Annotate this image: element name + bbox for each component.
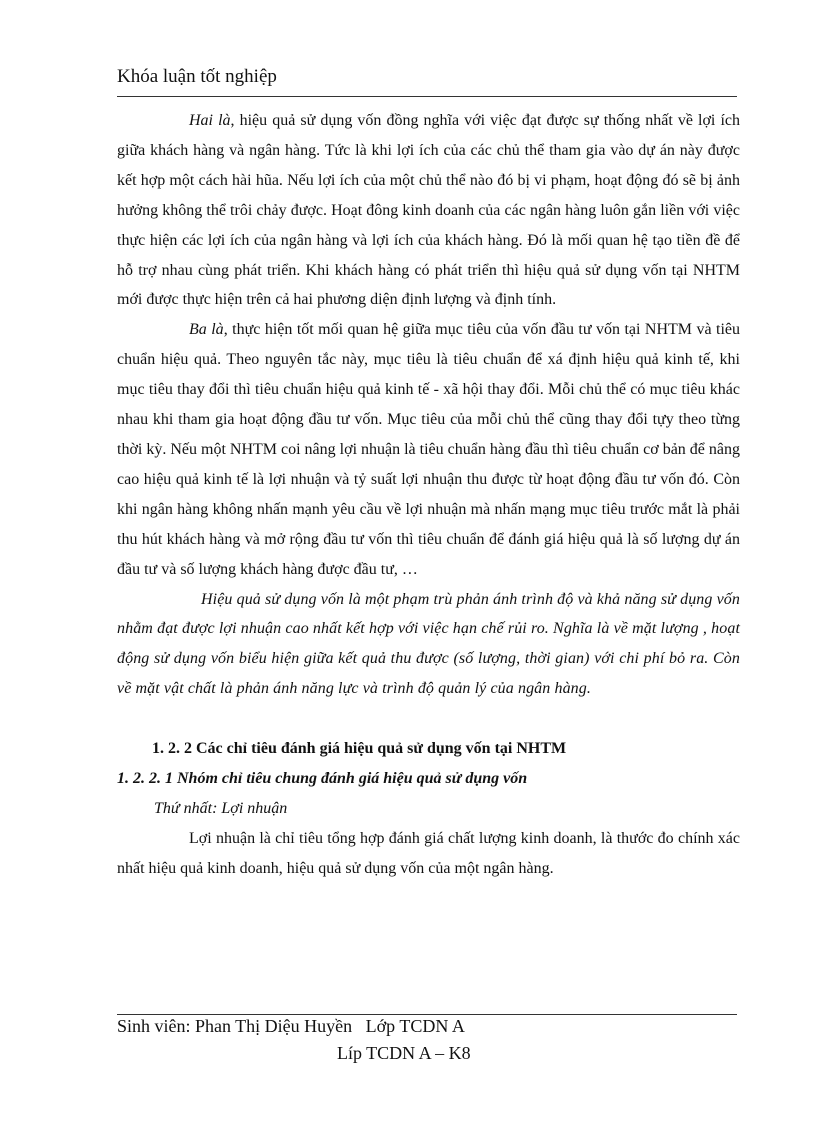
paragraph-loi-nhuan: Lợi nhuận là chỉ tiêu tổng hợp đánh giá chất lượng kinh doanh, là thước đo chính xác nhất hiệu quả kinh doanh, hiệu quả sử dụng vốn của một ngân hàng.: [117, 829, 740, 877]
header-divider: [117, 96, 737, 97]
paragraph-hai-la: [117, 106, 740, 315]
subsection-heading: 1. 2. 2. 1 Nhóm chỉ tiêu chung đánh giá hiệu quả sử dụng vốn: [117, 770, 528, 788]
paragraph-definition: Hiệu quả sử dụng vốn là một phạm trù phản ánh trình độ và khả năng sử dụng vốn nhằm đạt được lợi nhuận cao nhất kết hợp với việc hạn chế rủi ro. Nghĩa là về mặt lượng , hoạt động sử dụng vốn biểu hiện giữa kết quả thu được (số lượng, thời gian) với chi phí bỏ ra. Còn về mặt vật chất là phản ánh năng lực và trình độ quản lý của ngân hàng.: [117, 590, 741, 698]
footer-class-info: Líp TCDN A – K8: [337, 1043, 471, 1063]
footer-student-info: Sinh viên: Phan Thị Diệu Huyền Lớp TCDN A: [117, 1016, 465, 1036]
paragraph-ba-la: [117, 315, 740, 584]
page-header-title: Khóa luận tốt nghiệp: [117, 66, 277, 87]
paragraph-lead: Hai là: [189, 112, 231, 129]
paragraph-text: , thực hiện tốt mối quan hệ giữa mục tiêu của vốn đầu tư vốn tại NHTM và tiêu chuẩn hiệu quả. Theo nguyên tắc này, mục tiêu là tiêu chuẩn để xá định hiệu quả kinh tế, khi mục tiêu thay đổi thì tiêu chuẩn hiệu quả kinh tế - xã hội thay đổi. Mỗi chủ thể có mục tiêu khác nhau khi tham gia hoạt động đầu tư vốn. Mục tiêu của mỗi chủ thể cũng thay đổi tựy theo từng thời kỳ. Nếu một NHTM coi nâng lợi nhuận là tiêu chuẩn hàng đầu thì tiêu chuẩn cơ bản để nâng cao hiệu quả kinh tế là lợi nhuận và tỷ suất lợi nhuận thu được từ hoạt động đầu tư vốn đó. Còn khi ngân hàng không nhấn mạnh yêu cầu về lợi nhuận mà nhấn mạng mục tiêu trước mắt là phải thu hút khách hàng và mở rộng đầu tư vốn thì tiêu chuẩn để đánh giá hiệu quả là số lượng dự án đầu tư và số lượng khách hàng được đầu tư, …: [117, 321, 741, 578]
section-heading: 1. 2. 2 Các chỉ tiêu đánh giá hiệu quả sử dụng vốn tại NHTM: [152, 740, 567, 758]
paragraph-text: , hiệu quả sử dụng vốn đồng nghĩa với việc đạt được sự thống nhất về lợi ích giữa khách hàng và ngân hàng. Tức là khi lợi ích của các chủ thể tham gia vào dự án này được kết hợp một cách hài hũa. Nếu lợi ích của một chủ thể nào đó bị vi phạm, hoạt động đó sẽ bị ảnh hưởng không thể trôi chảy được. Hoạt đông kinh doanh của các ngân hàng luôn gắn liền với việc thực hiện các lợi ích của ngân hàng và lợi ích của khách hàng. Đó là mối quan hệ tạo tiền đề để hỗ trợ nhau cùng phát triển. Khi khách hàng có phát triển thì hiệu quả sử dụng vốn tại NHTM mới được thực hiện trên cả hai phương diện định lượng và định tính.: [117, 112, 740, 309]
footer-divider: [117, 1014, 737, 1015]
paragraph-lead: Ba là: [189, 321, 224, 339]
document-body: [117, 106, 740, 884]
sub-subsection-heading: Thứ nhất: Lợi nhuận: [154, 799, 288, 817]
